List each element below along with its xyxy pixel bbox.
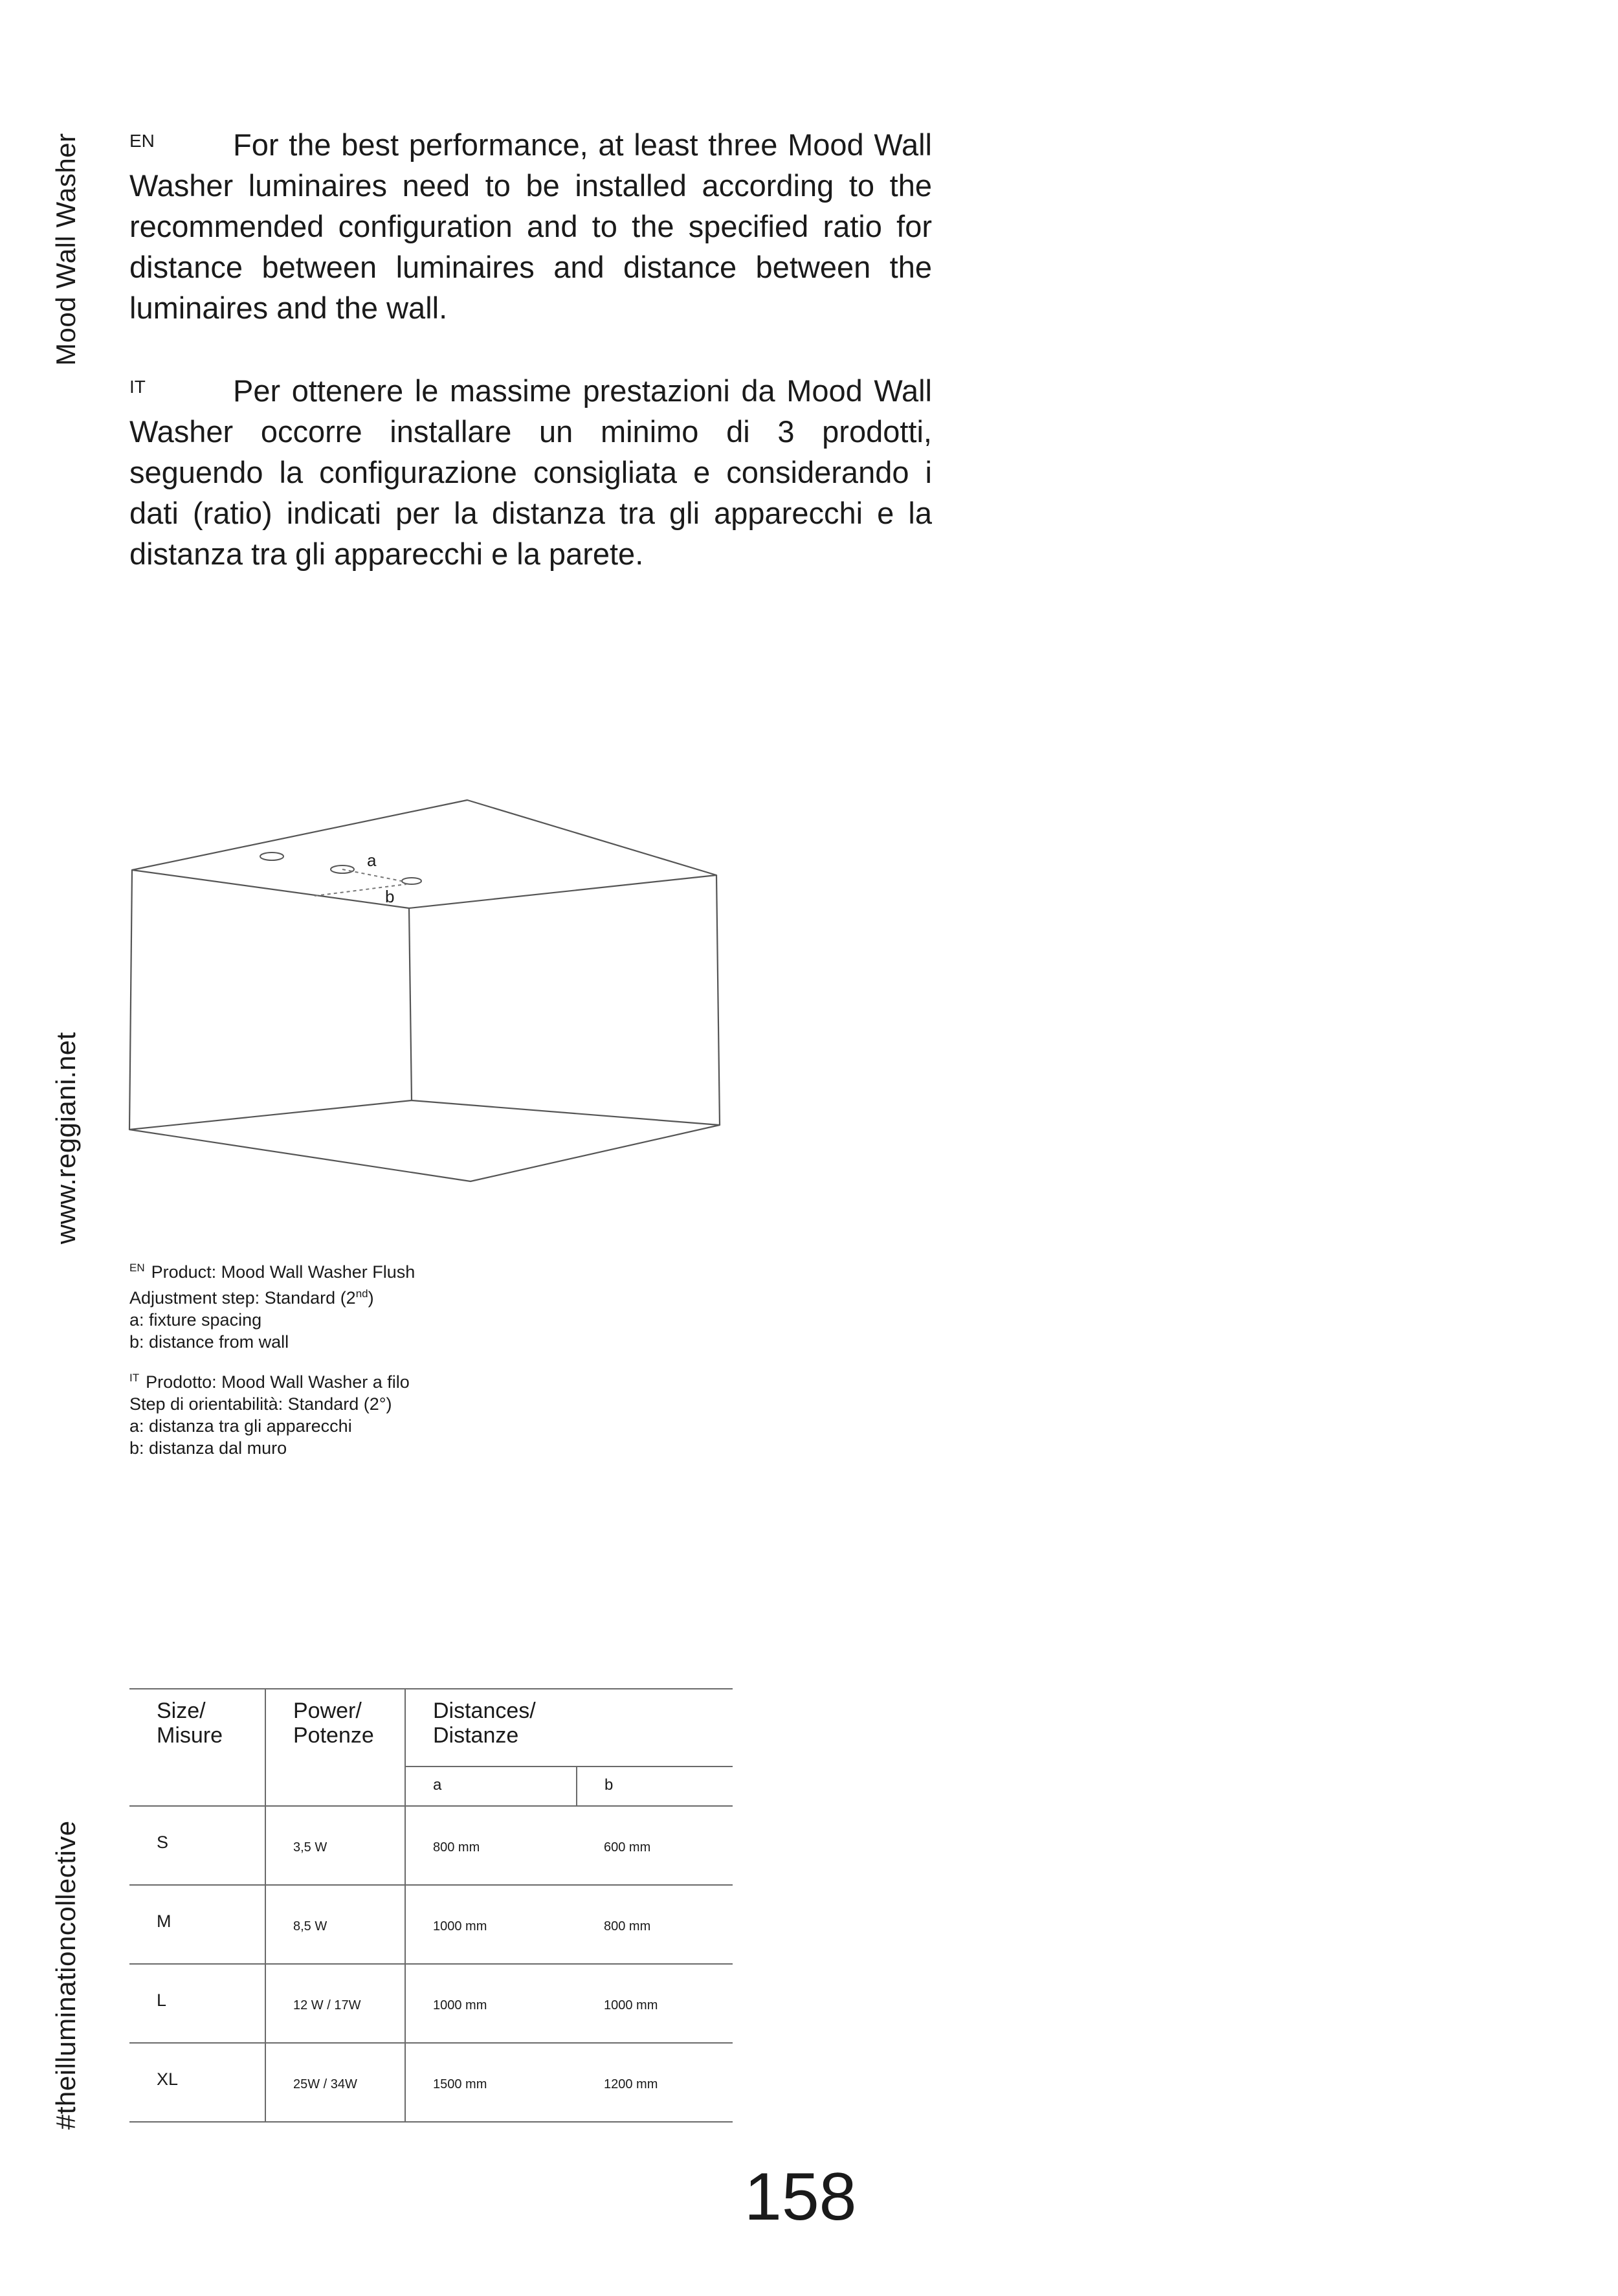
header-distances-en: Distances/	[433, 1699, 536, 1723]
table-row	[129, 2043, 733, 2122]
caption-en-tag: EN	[129, 1262, 145, 1274]
caption-it-tag: IT	[129, 1372, 140, 1384]
spec-table	[129, 1688, 733, 2123]
room-right-wall-edge	[716, 875, 720, 1125]
lang-tag-it: IT	[129, 377, 146, 397]
luminaire-1	[260, 853, 283, 860]
cell-b: 1000 mm	[577, 1964, 733, 2043]
cell-power: 8,5 W	[265, 1885, 405, 1964]
header-size-en: Size/	[157, 1699, 206, 1723]
cell-size: XL	[129, 2043, 265, 2122]
caption-en-a: a: fixture spacing	[129, 1310, 262, 1330]
side-label-website: www.reggiani.net	[50, 1032, 81, 1244]
caption-en-step: Adjustment step: Standard (2	[129, 1288, 356, 1308]
page-number: 158	[744, 2159, 857, 2235]
table-header-row	[129, 1689, 733, 1767]
diagram-label-a: a	[367, 851, 377, 870]
caption-en	[129, 1257, 415, 1353]
caption-en-b: b: distance from wall	[129, 1332, 289, 1352]
cell-power: 3,5 W	[265, 1806, 405, 1885]
cell-b: 1200 mm	[577, 2043, 733, 2122]
caption-en-step-sup: nd	[355, 1287, 368, 1300]
caption-it-product: Prodotto: Mood Wall Washer a filo	[146, 1372, 410, 1392]
header-power-it: Potenze	[293, 1723, 374, 1748]
caption-it	[129, 1367, 410, 1459]
header-distances	[405, 1689, 733, 1767]
cell-power: 25W / 34W	[265, 2043, 405, 2122]
cell-a: 1500 mm	[405, 2043, 577, 2122]
header-power	[265, 1689, 405, 1806]
caption-it-b: b: distanza dal muro	[129, 1438, 287, 1458]
cell-power: 12 W / 17W	[265, 1964, 405, 2043]
table-row	[129, 1885, 733, 1964]
cell-size: L	[129, 1964, 265, 2043]
cell-b: 600 mm	[577, 1806, 733, 1885]
caption-it-step: Step di orientabilità: Standard (2°)	[129, 1394, 392, 1414]
side-label-product: Mood Wall Washer	[50, 133, 81, 366]
table-row	[129, 1806, 733, 1885]
lang-tag-en: EN	[129, 131, 155, 151]
room-corner-edge	[409, 908, 412, 1100]
header-power-en: Power/	[293, 1699, 362, 1723]
header-distances-it: Distanze	[433, 1723, 519, 1748]
header-b: b	[577, 1767, 733, 1806]
header-a: a	[405, 1767, 577, 1806]
room-ceiling	[132, 800, 716, 908]
cell-size: S	[129, 1806, 265, 1885]
dimension-a-line	[342, 869, 401, 881]
caption-en-step-suffix: )	[368, 1288, 374, 1308]
header-size-it: Misure	[157, 1723, 223, 1748]
header-size	[129, 1689, 265, 1806]
cell-size: M	[129, 1885, 265, 1964]
cell-b: 800 mm	[577, 1885, 733, 1964]
caption-it-a: a: distanza tra gli apparecchi	[129, 1416, 352, 1436]
room-left-wall-edge	[129, 870, 132, 1130]
caption-en-product: Product: Mood Wall Washer Flush	[151, 1262, 416, 1282]
cell-a: 800 mm	[405, 1806, 577, 1885]
room-floor	[129, 1100, 720, 1181]
side-label-hashtag: #theilluminationcollective	[50, 1820, 81, 2130]
table-row	[129, 1964, 733, 2043]
cell-a: 1000 mm	[405, 1885, 577, 1964]
cell-a: 1000 mm	[405, 1964, 577, 2043]
intro-en-text: For the best performance, at least three Mood Wall Washer luminaires need to be installed according to the recommended configuration and to the specified ratio for distance between luminaires and distance between the luminaires and the wall.	[129, 128, 932, 325]
diagram-label-b: b	[385, 887, 395, 906]
luminaire-3	[402, 878, 421, 884]
intro-it-text: Per ottenere le massime prestazioni da Mood Wall Washer occorre installare un minimo di 3 prodotti, seguendo la configurazione consigliata e considerando i dati (ratio) indicati per la distanza tra gli apparecchi e la distanza tra gli apparecchi e la parete.	[129, 373, 932, 571]
